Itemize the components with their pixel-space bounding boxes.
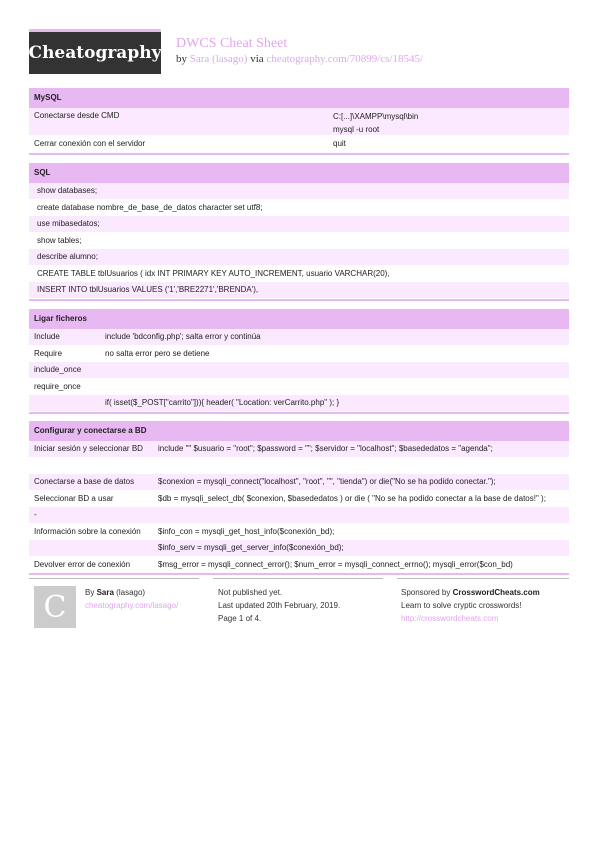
section-mysql [29, 88, 569, 155]
row-value: include 'bdconfig.php'; salta error y continúa [105, 332, 261, 341]
sponsor-name[interactable]: CrosswordCheats.com [452, 588, 540, 597]
table-row [29, 282, 569, 299]
page-title: DWCS Cheat Sheet [176, 36, 288, 51]
author-link[interactable]: Sara (lasago) [189, 53, 248, 65]
row-value: CREATE TABLE tblUsuarios ( idx INT PRIMARY KEY AUTO_INCREMENT, usuario VARCHAR(20), [37, 269, 390, 278]
table-row [29, 557, 569, 573]
section-heading: SQL [29, 163, 569, 183]
footer-divider [397, 578, 569, 579]
row-value: $db = mysqli_select_db( $conexion, $basededatos ) or die ( "No se ha podido conectar a la base de datos!" ); [158, 494, 546, 503]
row-value [333, 108, 563, 136]
sponsor-label: Sponsored by [401, 588, 451, 597]
table-row [29, 540, 569, 557]
row-value: INSERT INTO tblUsuarios VALUES ('1','BRE2271','BRENDA'), [37, 285, 259, 294]
footer-sponsor [401, 586, 540, 625]
row-label: require_once [34, 382, 81, 391]
table-row [29, 233, 569, 249]
row-value: $conexion = mysqli_connect("localhost", "root", "", "tienda") or die("No se ha podido conectar."); [158, 477, 496, 486]
table-row [29, 136, 569, 153]
table-row [29, 329, 569, 346]
section-heading: Configurar y conectarse a BD [29, 421, 569, 441]
value-line: mysql -u root [333, 125, 380, 134]
row-value: use mibasedatos; [37, 219, 100, 228]
value-line: C:[...]\XAMPP\mysql\bin [333, 112, 419, 121]
table-row [29, 183, 569, 200]
section-configurar-bd [29, 421, 569, 575]
table-row [29, 474, 569, 491]
row-label: Require [34, 349, 63, 358]
row-label: Include [34, 332, 60, 341]
sheet-url-link[interactable]: cheatography.com/70899/cs/18545/ [266, 53, 424, 65]
row-value: $info_serv = mysqli_get_server_info($conexión_bd); [158, 543, 344, 552]
cheatography-c-logo[interactable]: C [34, 586, 76, 628]
cheatography-logo[interactable]: Cheatography [29, 29, 161, 74]
via-label: via [250, 53, 264, 65]
section-divider [29, 299, 569, 301]
author-handle: (lasago) [116, 588, 146, 597]
row-value: show tables; [37, 236, 82, 245]
row-label: - [34, 510, 37, 519]
section-divider [29, 153, 569, 155]
published-status: Not published yet. [218, 588, 283, 597]
row-value: create database nombre_de_base_de_datos character set utf8; [37, 203, 263, 212]
table-row [29, 458, 569, 474]
row-label: Cerrar conexión con el servidor [34, 139, 146, 148]
by-label: By [85, 588, 95, 597]
table-row [29, 507, 569, 524]
footer-divider [29, 578, 199, 579]
sponsor-url-link[interactable]: http://crosswordcheats.com [401, 614, 499, 623]
section-divider [29, 573, 569, 575]
row-value: include "" $usuario = "root"; $password = ""; $servidor = "localhost"; $basededatos = "agenda"; [158, 444, 493, 453]
footer-publish-info [218, 586, 340, 625]
row-label: Información sobre la conexión [34, 527, 141, 536]
by-label: by [176, 53, 187, 65]
row-label: include_once [34, 365, 82, 374]
table-row [29, 266, 569, 282]
section-ligar-ficheros [29, 309, 569, 414]
table-row [29, 379, 569, 395]
table-row [29, 395, 569, 412]
row-label: Conectarse a base de datos [34, 477, 135, 486]
section-heading: Ligar ficheros [29, 309, 569, 329]
table-row [29, 346, 569, 362]
table-row [29, 216, 569, 233]
row-value: no salta error pero se detiene [105, 349, 210, 358]
row-label: Devolver error de conexión [34, 560, 131, 569]
section-divider [29, 412, 569, 414]
byline [176, 53, 423, 65]
table-row [29, 108, 569, 136]
table-row [29, 524, 569, 540]
footer-author [85, 586, 178, 612]
row-value: show databases; [37, 186, 98, 195]
row-value: $msg_error = mysqli_connect_error(); $num_error = mysqli_connect_errno(); mysqli_error($con_bd) [158, 560, 513, 569]
table-row [29, 249, 569, 266]
row-label: Conectarse desde CMD [34, 111, 120, 120]
table-row [29, 491, 569, 507]
footer-divider [213, 578, 383, 579]
row-value: $info_con = mysqli_get_host_info($conexión_bd); [158, 527, 335, 536]
author-name: Sara [96, 588, 114, 597]
table-row [29, 362, 569, 379]
row-value: describe alumno; [37, 252, 98, 261]
section-heading: MySQL [29, 88, 569, 108]
author-url-link[interactable]: cheatography.com/lasago/ [85, 601, 179, 610]
table-row [29, 441, 569, 458]
section-sql [29, 163, 569, 301]
last-updated: Last updated 20th February, 2019. [218, 601, 341, 610]
row-value: if( isset($_POST["carrito"])){ header( "Location: verCarrito.php" ); } [105, 398, 340, 407]
row-label: Seleccionar BD a usar [34, 494, 114, 503]
page-number: Page 1 of 4. [218, 614, 262, 623]
row-label: Iniciar sesión y seleccionar BD [34, 444, 143, 453]
sponsor-tagline: Learn to solve cryptic crosswords! [401, 601, 522, 610]
row-value: quit [333, 139, 346, 148]
table-row [29, 200, 569, 216]
